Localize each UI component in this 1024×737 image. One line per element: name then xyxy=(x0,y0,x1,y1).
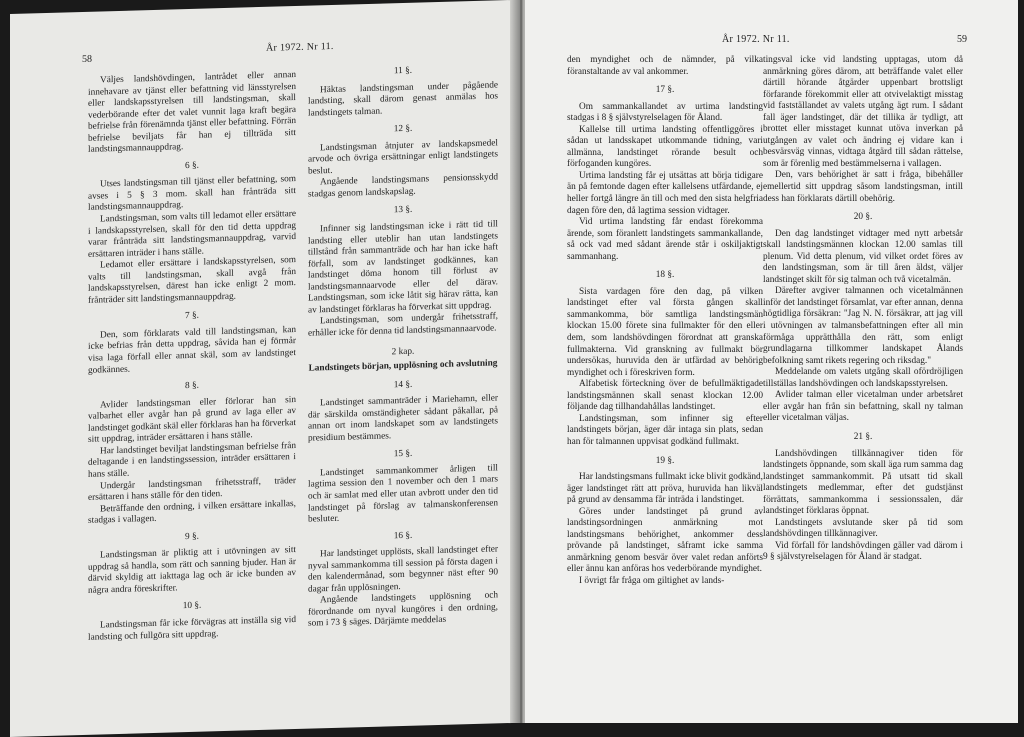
paragraph: Landstingsman, som valts till ledamot eller ersättare i landskapsstyrelsen, skall för den tid detta uppdrag varar frånträda sitt landstingsmannauppdrag, varvid ersättaren inträder i hans ställe. xyxy=(88,209,296,260)
paragraph: Har landstingsmans fullmakt icke blivit godkänd, äger landstinget rätt att pröva, huruvida han likväl på grund av densamma får inträda i landstinget. xyxy=(567,472,763,506)
paragraph: Landstingets avslutande sker på tid som landshövdingen tillkännagiver. xyxy=(763,517,963,540)
paragraph: Vid förfall för landshövdingen gäller vad därom i 9 § självstyrelselagen för Åland är stadgat. xyxy=(763,540,963,563)
section-heading: 13 §. xyxy=(393,205,413,216)
section-heading: 12 §. xyxy=(393,123,413,135)
chapter-number: 2 kap. xyxy=(391,347,415,358)
paragraph: Vid urtima landsting får endast förekomma ärende, som föranlett landstingets sammankallande, så ock vad med sådant ärende står i oskiljaktigt sammanhang. xyxy=(567,217,763,262)
paragraph: Den, vars behörighet är satt i fråga, bibehåller emellertid sitt uppdrag såsom landstingsman, intill dess han förklarats därtill obehörig. xyxy=(763,170,963,204)
paragraph: Den dag landstinget vidtager med nytt arbetsår skall landstingsmännen klockan 12.00 samlas till plenum. Vid detta plenum, vid vilket ordet föres av den landstingsman, som är till åren äldst, väljer landstinget skilt för sig talman och två vicetalmän. xyxy=(763,228,963,285)
section-heading: 15 §. xyxy=(393,449,413,460)
paragraph: Angående landstingsmans pensionsskydd stadgas genom landskapslag. xyxy=(308,172,498,200)
right-page-column-2 xyxy=(763,55,963,564)
paragraph: Meddelande om valets utgång skall ofördröjligen tillställas landshövdingen och landskapsstyrelsen. xyxy=(763,367,963,389)
paragraph: Göres under landstinget på grund av landstingsordningen anmärkning mot landstingsmans behörighet, ankommer dess prövande på landstinget, såframt icke samma anmärkning genom besvär över valet redan anförts eller ännu kan anföras hos vederbörande myndighet. xyxy=(567,506,763,575)
paragraph: Har landstinget upplösts, skall landstinget efter nyval sammankomma till session på första dagen i den kalendermånad, som begynner näst efter 90 dagar från upplösningen. xyxy=(308,544,498,595)
right-page-column-1 xyxy=(567,55,763,588)
paragraph: Infinner sig landstingsman icke i rätt tid till landsting eller uteblir han utan landstingets tillstånd från sammanträde och har han icke haft förfall, som av landstinget godkännes, kan landstinget döma honom till förlust av landstingsmannaarvode eller del därav. Landstingsman, som icke låtit sig härav rätta, kan av landstinget förklaras ha förverkat sitt uppdrag. xyxy=(308,219,498,316)
paragraph: Beträffande den ordning, i vilken ersättare inkallas, stadgas i vallagen. xyxy=(88,498,296,526)
paragraph: Landstingsman får icke förvägras att inställa sig vid landsting och fullgöra sitt uppdrag. xyxy=(88,614,296,643)
section-heading: 10 §. xyxy=(182,601,202,612)
paragraph: I övrigt får fråga om giltighet av lands- xyxy=(579,575,725,586)
section-heading: 19 §. xyxy=(655,455,675,466)
paragraph: Landstinget sammanträder i Mariehamn, eller där särskilda omständigheter sådant påkallar, på annan ort inom landskapet som av landstingets presidium bestämmes. xyxy=(308,393,498,444)
paragraph: Alfabetisk förteckning över de befullmäktigade landstingsmännen skall senast klockan 12.00 följande dag tillhandahållas landstinget. xyxy=(567,379,763,413)
paragraph: Ledamot eller ersättare i landskapsstyrelsen, som valts till landstingsman, skall avgå från landskapsstyrelsen, därest han icke enligt 2 mom. frånträder sitt landstingsmannauppdrag. xyxy=(88,255,296,306)
paragraph: Landstingsman är pliktig att i utövningen av sitt uppdrag så handla, som rätt och sanning bjuder. Han är därvid skyldig att iakttaga lag och är icke bunden av några andra föreskrifter. xyxy=(88,545,296,596)
paragraph: Om sammankallandet av urtima landsting stadgas i 8 § självstyrelselagen för Åland. xyxy=(567,101,763,124)
section-heading: 17 §. xyxy=(655,85,675,96)
section-heading: 14 §. xyxy=(393,379,413,390)
paragraph: Utses landstingsman till tjänst eller befattning, som avses i 5 § 3 mom. skall han frånträda sitt landstingsmannauppdrag. xyxy=(88,174,296,214)
paragraph: Urtima landsting får ej utsättas att börja tidigare än på femtonde dagen efter kallelsens utfärdande, ej heller fortgå längre än till och med den sista helgfria dagen före den, då lagtima session vidtager. xyxy=(567,170,763,216)
running-head-right: År 1972. Nr 11. xyxy=(722,34,790,45)
section-heading: 11 §. xyxy=(393,65,413,77)
section-heading: 16 §. xyxy=(393,530,413,541)
paragraph: Angående landstingets upplösning och förordnande om nyval kungöres i den ordning, som i 73 § säges. Därjämte meddelas xyxy=(308,590,498,630)
section-heading: 7 §. xyxy=(185,311,199,322)
paragraph: Landstingsman åtnjuter av landskapsmedel arvode och övriga ersättningar enligt landstingets beslut. xyxy=(308,138,498,177)
paragraph: Häktas landstingsman under pågående landsting, skall därom genast anmälas hos landstingets talman. xyxy=(308,79,498,119)
section-heading: 9 §. xyxy=(185,531,199,542)
paragraph: Sista vardagen före den dag, på vilken landstinget efter val första gången skall sammankomma, bör samtliga landstingsmän klockan 15.00 förete sina fullmakter för den eller dem, som landshövdingen förordnat att granska fullmakterna. Vid granskning av fullmakt bör undersökas, huruvida den är utfärdad av behörig myndighet och i föreskriven form. xyxy=(567,286,763,378)
paragraph: Landstingsman, som infinner sig efter landstingets början, äger där intaga sin plats, sedan han för talmannen uppvisat godkänd fullmakt. xyxy=(567,413,763,447)
paragraph: Därefter avgiver talmannen och vicetalmännen inför det landstinget församlat, var efter annan, denna högtidliga försäkran: "Jag N. N. försäkrar, att jag vill i utövningen av talmansbefattningen efter all min förmåga upprätthålla den rätt, som enligt grundlagarna tillkommer landskapet Ålands befolkning samt rikets regering och riksdag." xyxy=(763,286,963,366)
right-page xyxy=(525,0,1018,723)
paragraph-continuation: den myndighet och de nämnder, på vilka föranstaltande av val ankommer. xyxy=(567,55,763,77)
paragraph: Undergår landstingsman frihetsstraff, träder ersättaren i hans ställe för den tiden. xyxy=(88,475,296,503)
section-heading: 8 §. xyxy=(185,380,199,392)
paragraph: Den, som förklarats vald till landstingsman, kan icke befrias från detta uppdrag, såvida han ej förmår visa laga förfall eller annat skäl, som av landstinget godkännes. xyxy=(88,324,296,376)
left-page xyxy=(10,0,520,737)
paragraph: Avlider landstingsman eller förlorar han sin valbarhet eller avgår han på grund av laga eller av landstinget godkänt skäl eller förklaras han ha förverkat sitt uppdrag, inträder ersättaren i hans ställe. xyxy=(88,394,296,446)
paragraph: Landshövdingen tillkännagiver tiden för landstingets öppnande, som skall äga rum samma dag landstinget sammankommit. På utsatt tid skall landstingets medlemmar, efter det gudstjänst förrättats, sammankomma i sessionssalen, där landstinget förklaras öppnat. xyxy=(763,448,963,517)
page-number-right: 59 xyxy=(957,34,967,45)
paragraph: Landstinget sammankommer årligen till lagtima session den 1 november och den 1 mars och är samlat med eller utan avbrott under den tid landstinget på förslag av talmanskonferensen besluter. xyxy=(308,463,498,525)
section-heading: 18 §. xyxy=(655,270,675,281)
left-page-column-2 xyxy=(308,56,498,630)
paragraph: Landstingsman, som undergår frihetsstraff, erhåller icke för denna tid landstingsmannaarvode. xyxy=(308,311,498,339)
paragraph: Kallelse till urtima landsting offentliggöres i sådan ut landsskapet utkommande tidning, vari allmänna, landstinget rörande besult och förfoganden kungöres. xyxy=(567,124,763,170)
chapter-title: Landstingets början, upplösning och avslutning xyxy=(308,358,498,374)
page-number-left: 58 xyxy=(82,53,92,65)
paragraph-continuation: tingsval icke vid landsting upptagas, utom då anmärkning göres därom, att beträffande valet eller därtill hörande åtgärder uppenbart brottsligt förfarande förekommit eller att otvivelaktigt misstag vid fastställandet av valets utgång ägt rum. I sådant fall äger landstinget, där det tillika är tydligt, att brottet eller misstaget kunnat utöva inverkan på utgången av valet och ändring ej vidare kan i besvärsväg vinnas, vidtaga åtgärd till sådan rättelse, som är förenlig med bestämmelserna i vallagen. xyxy=(763,55,963,169)
left-page-column-1 xyxy=(88,70,296,644)
paragraph: Har landstinget beviljat landstingsman befrielse från deltagande i en landstingssession, inträder ersättaren i hans ställe. xyxy=(88,440,296,480)
paragraph: Avlider talman eller vicetalman under arbetsåret eller avgår han från sin befattning, skall ny talman eller vicetalman väljas. xyxy=(763,390,963,424)
section-heading: 21 §. xyxy=(853,431,873,442)
section-heading: 20 §. xyxy=(853,212,873,223)
section-heading: 6 §. xyxy=(185,160,199,171)
running-head-left: År 1972. Nr 11. xyxy=(266,40,334,54)
paragraph: Väljes landshövdingen, lantrådet eller annan innehavare av tjänst eller befattning vid länsstyrelsen eller landskapsstyrelsen till landstingsman, skall vederbörande efter det valet vunnit laga kraft begära befrielse från förenämnda tjänst eller befattning. Förrän befrielse beviljats får han ej tillträda sitt landstingsmannauppdrag. xyxy=(88,70,296,156)
